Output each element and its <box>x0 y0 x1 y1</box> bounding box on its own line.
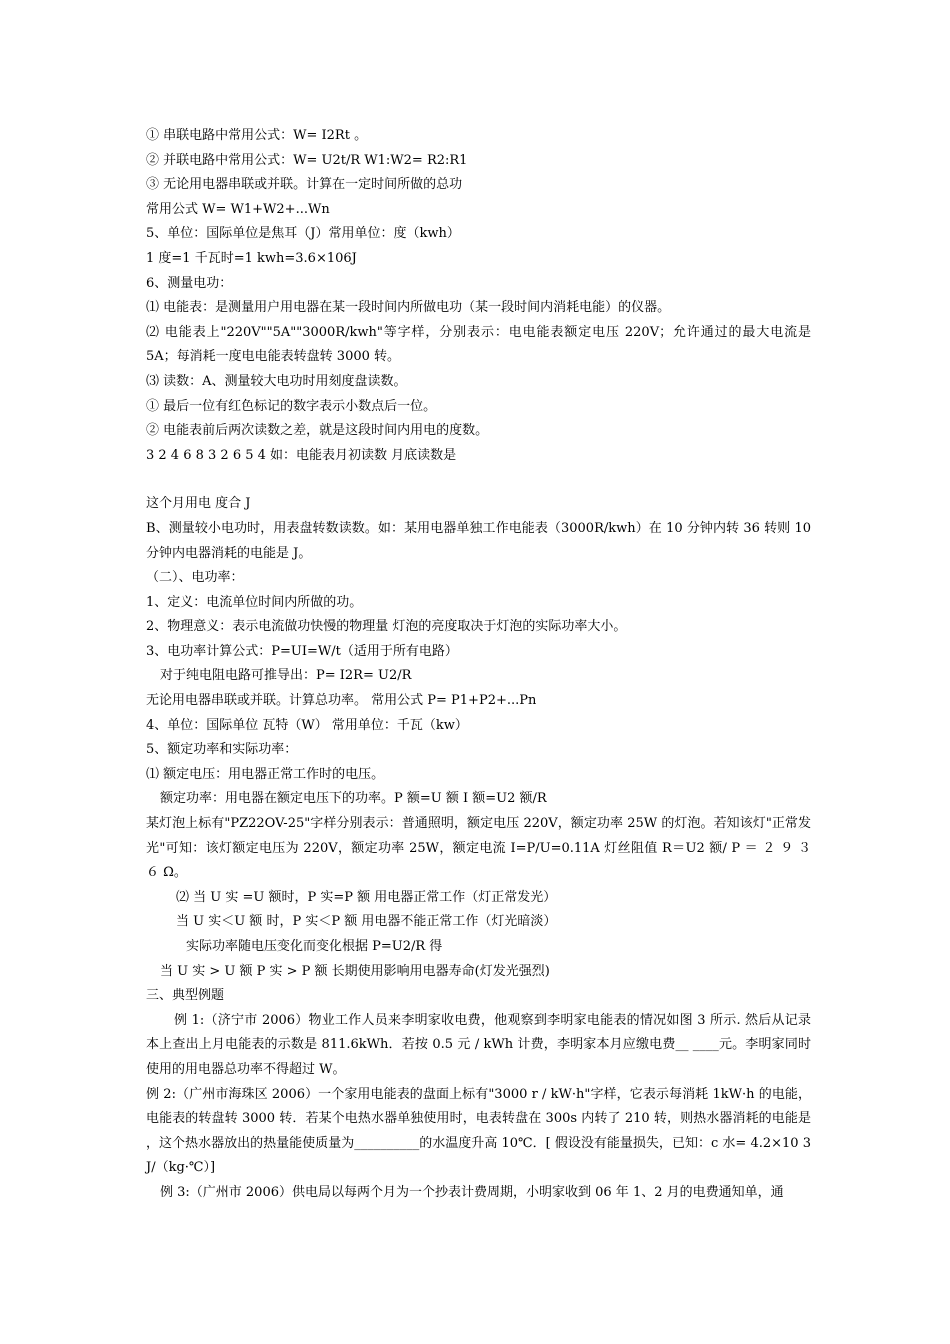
document-body <box>146 124 811 1206</box>
text-line: 无论用电器串联或并联。计算总功率。 常用公式 P= P1+P2+...Pn <box>146 693 537 709</box>
text-line: ① 串联电路中常用公式：W= I2Rt 。 <box>146 128 368 143</box>
text-line: ⑴ 额定电压：用电器正常工作时的电压。 <box>146 766 385 782</box>
text-line: ⑶ 读数：A、测量较大电功时用刻度盘读数。 <box>146 373 407 389</box>
text-line: ② 并联电路中常用公式：W= U2t/R W1:W2= R2:R1 <box>146 152 468 168</box>
text-line: 4、单位：国际单位 瓦特（W） 常用单位：千瓦（kw） <box>146 717 468 733</box>
text-line: 1 度=1 千瓦时=1 kwh=3.6×106J <box>146 250 357 266</box>
text-line: ③ 无论用电器串联或并联。计算在一定时间所做的总功 <box>146 177 463 193</box>
blank-line <box>146 468 811 492</box>
paragraph: 某灯泡上标有"PZ22OV-25"字样分别表示：普通照明，额定电压 220V，额定功率 25W 的灯泡。若知该灯"正常发光"可知：该灯额定电压为 220V，额定功率 25W，额定电流 I=P/U=0.11A 灯丝阻值 R＝U2 额/ P ＝ ２ ９ ３ ６ Ω。 <box>146 816 811 881</box>
text-line: ⑵ 当 U 实 =U 额时，P 实=P 额 用电器正常工作（灯正常发光） <box>176 889 557 905</box>
example-paragraph: 例 1:（济宁市 2006）物业工作人员来李明家收电费，他观察到李明家电能表的情况如图 3 所示. 然后从记录本上查出上月电能表的示数是 811.6kWh．若按 0.5 元 / kWh 计费，李明家本月应缴电费__ ____元。李明家同时使用的用电器总功率不得超过 W。 <box>146 1012 811 1077</box>
text-line: ⑴ 电能表：是测量用户用电器在某一段时间内所做电功（某一段时间内消耗电能）的仪器。 <box>146 300 671 316</box>
text-line: 这个月用电 度合 J <box>146 496 251 512</box>
text-line: 5、单位：国际单位是焦耳（J）常用单位：度（kwh） <box>146 226 460 242</box>
text-line: 对于纯电阻电路可推导出：P= I2R= U2/R <box>160 668 412 684</box>
text-line: 实际功率随电压变化而变化根据 P=U2/R 得 <box>186 939 443 954</box>
text-line: 5、额定功率和实际功率： <box>146 742 298 758</box>
text-line: 当 U 实＜U 额 时，P 实＜P 额 用电器不能正常工作（灯光暗淡） <box>176 914 557 930</box>
text-line: 当 U 实 > U 额 P 实 > P 额 长期使用影响用电器寿命(灯发光强烈) <box>160 963 550 979</box>
paragraph: B、测量较小电功时，用表盘转数读数。如：某用电器单独工作电能表（3000R/kwh）在 10 分钟内转 36 转则 10 分钟内电器消耗的电能是 J。 <box>146 520 811 561</box>
example-paragraph: 例 2:（广州市海珠区 2006）一个家用电能表的盘面上标有"3000 r / kW·h"字样，它表示每消耗 1kW·h 的电能，电能表的转盘转 3000 转．若某个电热水器单独使用时，电表转盘在 300s 内转了 210 转，则热水器消耗的电能是 ，这个热水器放出的热量能使质量为__________的水温度升高 10℃．[ 假设没有能量损失，已知：c 水= 4.2×10 3 J/（kg·℃）] <box>146 1086 811 1176</box>
text-line: 3 2 4 6 8 3 2 6 5 4 如：电能表月初读数 月底读数是 <box>146 447 457 463</box>
section-heading: （二）、电功率： <box>146 570 244 586</box>
paragraph: ⑵ 电能表上"220V""5A""3000R/kwh"等字样，分别表示：电电能表额定电压 220V；允许通过的最大电流是 5A；每消耗一度电电能表转盘转 3000 转。 <box>146 324 811 365</box>
section-heading: 三、典型例题 <box>146 988 225 1004</box>
text-line: 1、定义：电流单位时间内所做的功。 <box>146 594 363 610</box>
text-line: 常用公式 W= W1+W2+...Wn <box>146 201 330 217</box>
section-heading: 6、测量电功： <box>146 275 233 291</box>
text-line: ② 电能表前后两次读数之差，就是这段时间内用电的度数。 <box>146 423 489 439</box>
text-line: 3、电功率计算公式：P=UI=W/t（适用于所有电路） <box>146 643 458 659</box>
text-line: 2、物理意义：表示电流做功快慢的物理量 灯泡的亮度取决于灯泡的实际功率大小。 <box>146 619 627 635</box>
example-paragraph: 例 3:（广州市 2006）供电局以每两个月为一个抄表计费周期，小明家收到 06 年 1、2 月的电费通知单，通 <box>160 1184 784 1200</box>
text-line: 额定功率：用电器在额定电压下的功率。P 额=U 额 I 额=U2 额/R <box>160 791 547 807</box>
text-line: ① 最后一位有红色标记的数字表示小数点后一位。 <box>146 398 437 414</box>
